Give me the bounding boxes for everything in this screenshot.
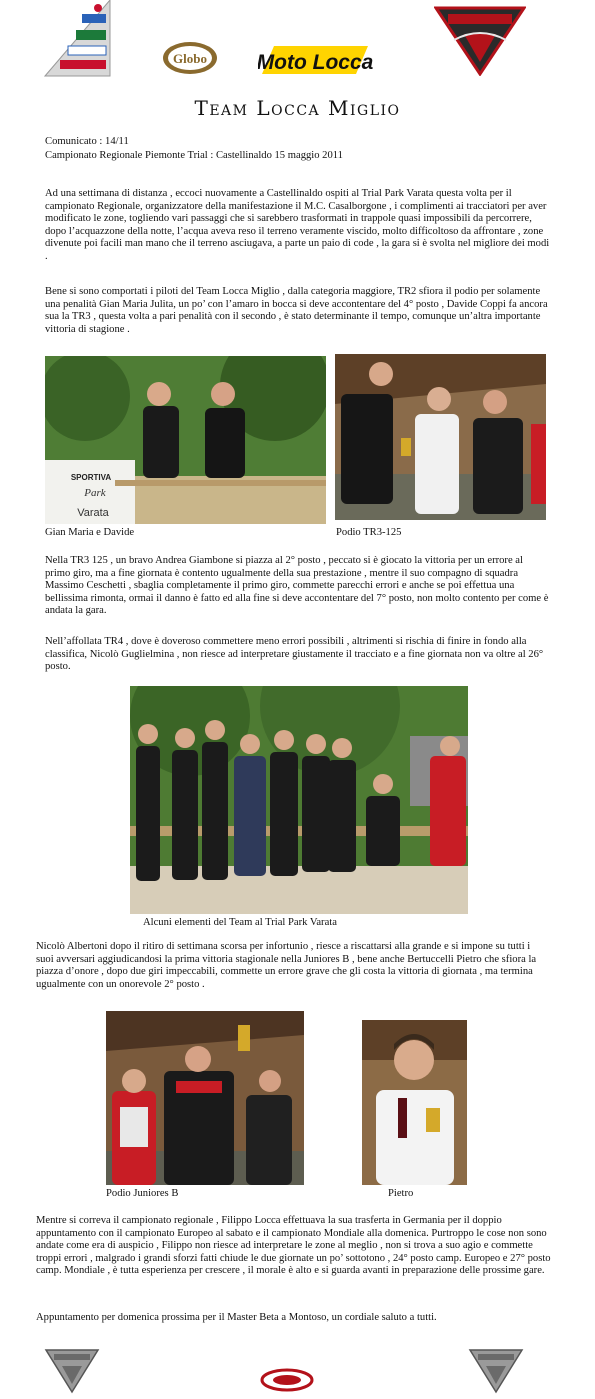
paragraph-juniores-b: Nicolò Albertoni dopo il ritiro di settimana scorsa per infortunio , riesce a riscattarsi alla grande e si impone su tutti i suoi avversari aggiudicandosi la prima vittoria stagionale nella Juniores B , bene anche Bertuccelli Pietro che sfiora la piazza d’onore , dopo due giri impeccabili, commette un errore grave che gli costa la vittoria di giornata , ma termina ugualmente con un onorevole 2° posto . <box>36 941 537 990</box>
page-title: Team Locca Miglio <box>194 96 401 120</box>
paragraph-tr3-125: Nella TR3 125 , un bravo Andrea Giambone si piazza al 2° posto , peccato si è giocato la vittoria per un errore al primo giro, ma a fine giornata è contento ugualmente della sua prestazione , mentre il suo compagno di squadra Massimo Ceschetti , sbaglia completamente il primo giro, commette parecchi errori e anche se poi effettua una bellissima rimonta, ormai il danno è fatto ed alla fine si deve accontentare del 7° posto, non molto contento per come è andata la gara. <box>45 555 549 617</box>
footer-center-logo <box>260 1368 314 1392</box>
caption-photo-5: Pietro <box>388 1188 414 1199</box>
moto-locca-logo <box>258 40 376 78</box>
photo-podio-juniores-b <box>106 1011 304 1185</box>
svg-text:Park: Park <box>84 487 106 499</box>
paragraph-tr2-tr3: Bene si sono comportati i piloti del Team Locca Miglio , dalla categoria maggiore, TR2 sfiora il podio per solamente una penalità Gian Maria Julita, un po’ con l’amaro in bocca si deve accontentare del 4° posto , Davide Coppi fa ancora sua la TR3 , questa volta a pari penalità con il secondo , è stato determinante il tempo, comunque un’altra importante vittoria di stagione . <box>45 286 548 335</box>
footer-team-badge-left <box>44 1348 100 1394</box>
team-triangle-badge <box>434 6 526 76</box>
championship-line: Campionato Regionale Piemonte Trial : Castellinaldo 15 maggio 2011 <box>45 150 343 161</box>
svg-text:SPORTIVA: SPORTIVA <box>70 473 112 482</box>
photo-pietro <box>362 1020 467 1185</box>
caption-photo-2: Podio TR3-125 <box>336 527 402 538</box>
comunicato-number: Comunicato : 14/11 <box>45 136 129 147</box>
paragraph-closing: Appuntamento per domenica prossima per il Master Beta a Montoso, un cordiale saluto a tutti. <box>36 1312 437 1323</box>
paragraph-tr4: Nell’affollata TR4 , dove è doveroso commettere meno errori possibili , altrimenti si rischia di finire in fondo alla classifica, Nicolò Guglielmina , non riesce ad interpretare giustamente il tracciato e a fine giornata non va oltre al 26° posto. <box>45 636 544 673</box>
caption-photo-4: Podio Juniores B <box>106 1188 179 1199</box>
caption-photo-1: Gian Maria e Davide <box>45 527 135 538</box>
globo-logo <box>161 40 219 76</box>
photo-podio-tr3-125 <box>335 354 546 520</box>
caption-photo-3: Alcuni elementi del Team al Trial Park Varata <box>143 917 337 928</box>
svg-text:Varata: Varata <box>77 507 109 519</box>
photo-team-group <box>130 686 468 914</box>
svg-text:Globo: Globo <box>173 51 207 66</box>
paragraph-intro: Ad una settimana di distanza , eccoci nuovamente a Castellinaldo ospiti al Trial Park Varata questa volta per il campionato Regionale, organizzatore della manifestazione il M.C. Casalborgone , i complimenti ai tracciatori per aver modificato le zone, togliendo vari passaggi che si sarebbero trasformati in trappole quasi impossibili da percorrere, dopo l’acquazzone della notte, l’acqua aveva reso il terreno veramente viscido, molto difficoltoso da affrontare , zone divenute poi facili man mano che il terreno asciugava, a parte un paio di code , la gara si è svolta nel migliore dei modi . <box>45 188 550 262</box>
footer-team-badge-right <box>468 1348 524 1394</box>
paragraph-filippo-locca: Mentre si correva il campionato regionale , Filippo Locca effettuava la sua trasferta in Germania per il doppio appuntamento con il campionato Europeo al sabato e il campionato Mondiale alla domenica. Purtroppo le cose non sono andate come era di auspicio , Filippo non riesce ad interpretare le zone al meglio , non si trova a suo agio e commette troppi errori , malgrado i grandi sforzi fatti chiude le due giornate un po’ sottotono , 24° posto camp. Europeo e 27° posto camp. Mondiale , è tutta esperienza per crescere , il morale è alto e si guarda avanti in preparazione delle prossime gare. <box>36 1215 551 1277</box>
photo-gian-maria-davide <box>45 356 326 524</box>
svg-text:Moto Locca: Moto Locca <box>258 51 374 74</box>
sponsor-triangle-logo <box>40 0 114 78</box>
